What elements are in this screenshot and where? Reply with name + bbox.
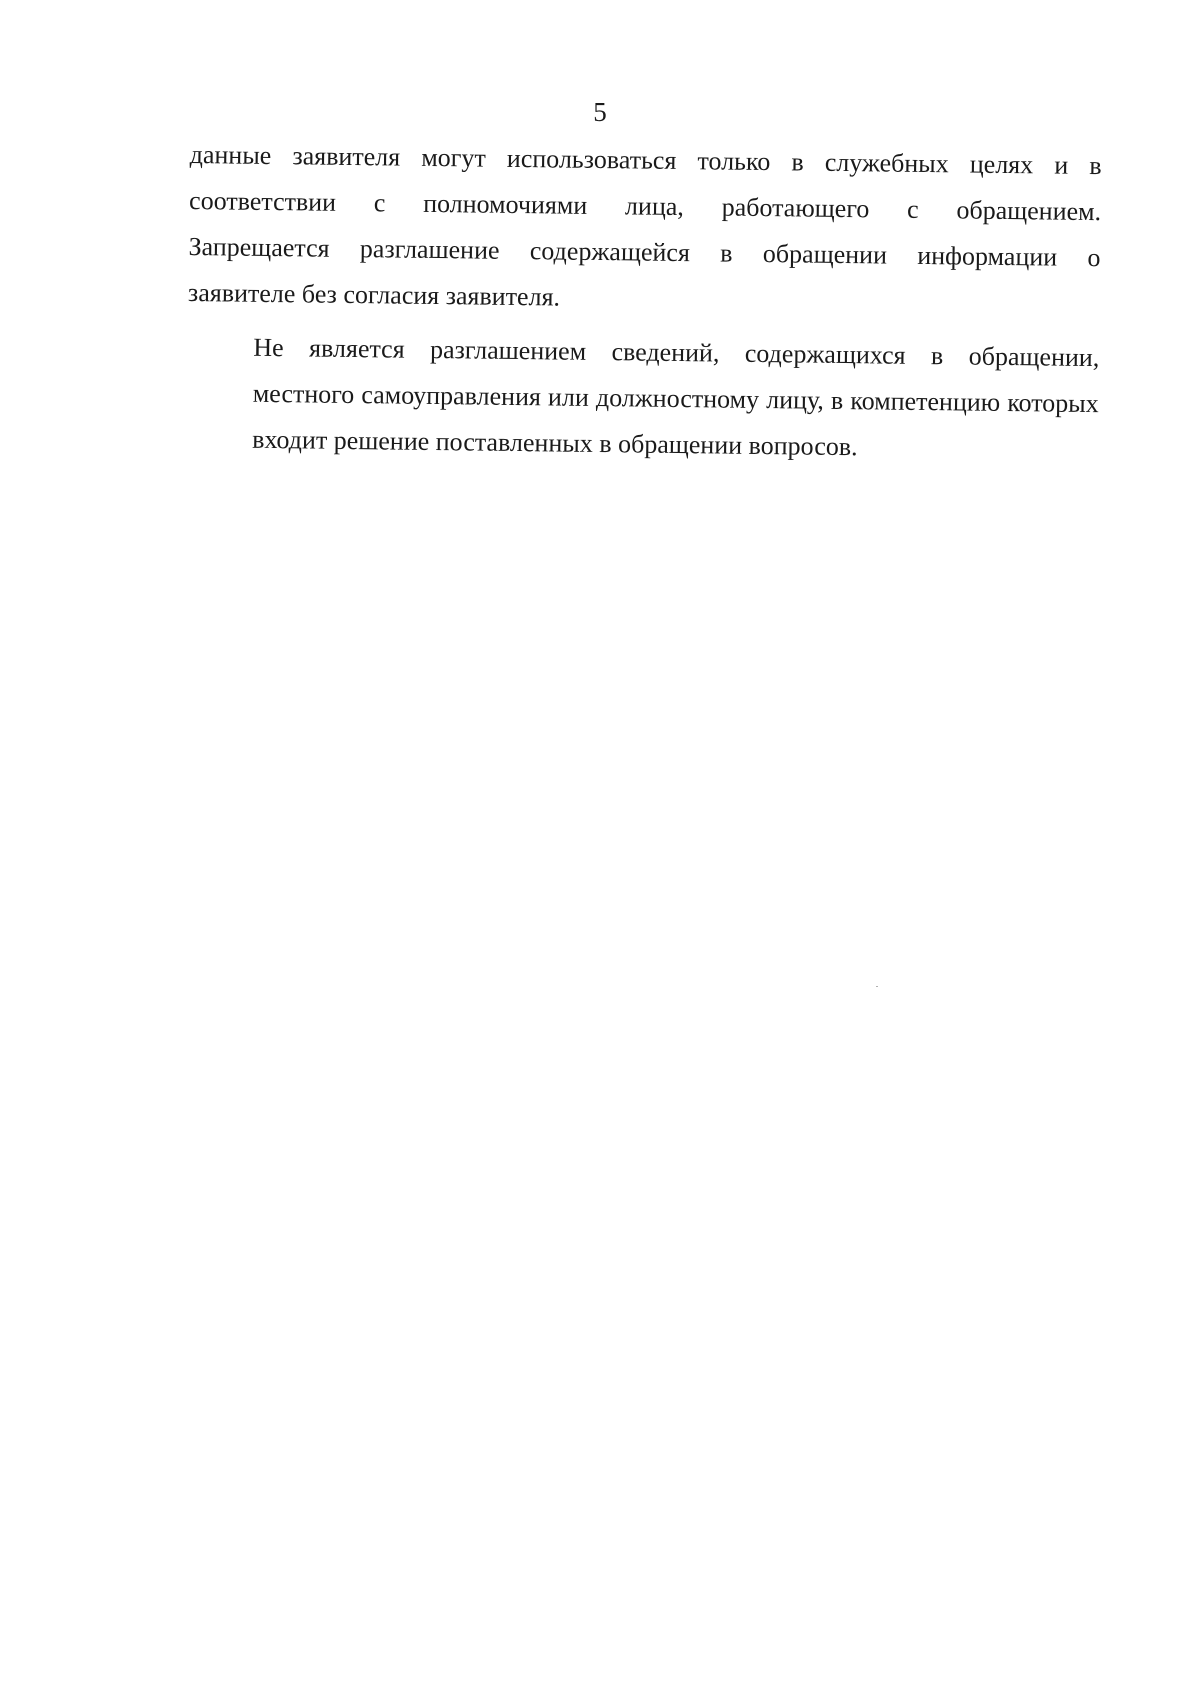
paragraph-confidentiality: [188, 132, 1102, 327]
text-line: соответствии с полномочиями лица, работающего с обращением.: [188, 185, 1102, 227]
text-line: данные заявителя могут использоваться только в служебных целях и в: [189, 139, 1102, 181]
paragraph-disclosure-exception: [186, 324, 1100, 473]
page-number: 5: [593, 97, 607, 127]
text-line: заявителе без согласия заявителя.: [187, 277, 561, 312]
text-line: Не является разглашением сведений, содержащихся в обращении,: [253, 332, 1100, 373]
text-line: Запрещается разглашение содержащейся в обращении информации о: [188, 231, 1101, 273]
scan-speck: [876, 986, 878, 987]
document-body: [186, 132, 1102, 473]
text-line: местного самоуправления или должностному лицу, в компетенцию которых: [252, 378, 1099, 419]
text-line: входит решение поставленных в обращении вопросов.: [252, 424, 858, 462]
